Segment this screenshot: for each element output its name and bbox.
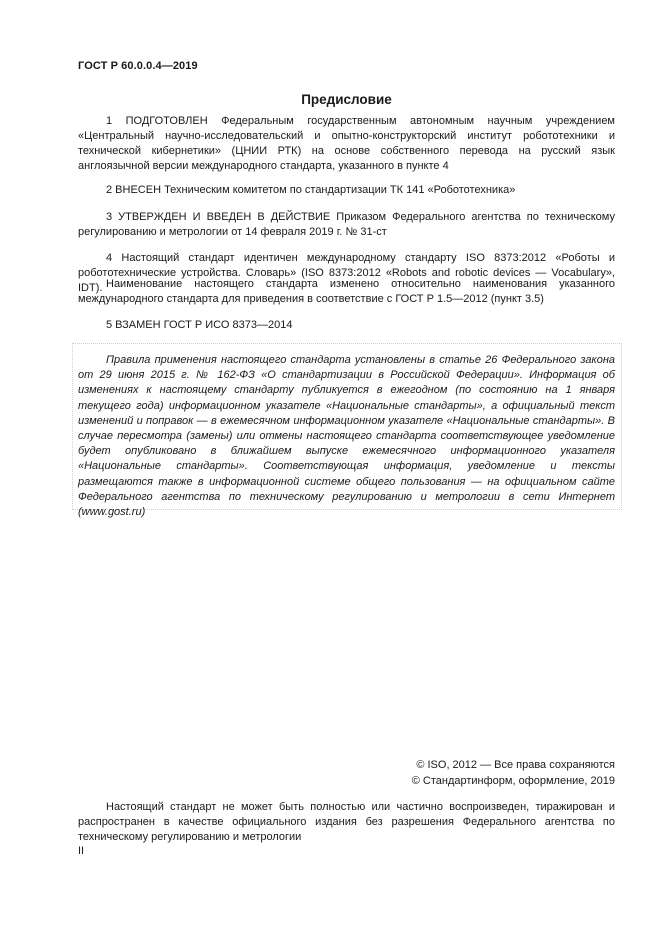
standartinform-copyright: © Стандартинформ, оформление, 2019 <box>411 775 615 787</box>
document-code-header: ГОСТ Р 60.0.0.4—2019 <box>78 60 198 72</box>
paragraph-2-submitted-by: 2 ВНЕСЕН Техническим комитетом по стандартизации ТК 141 «Робототехника» <box>106 184 516 196</box>
paragraph-5-replaces: 5 ВЗАМЕН ГОСТ Р ИСО 8373—2014 <box>106 319 293 331</box>
reproduction-notice: Настоящий стандарт не может быть полностью или частично воспроизведен, тиражирован и распространен в качестве официального издания без разрешения Федерального агентства по техническому регулированию и метрологии <box>78 801 615 843</box>
page-number: II <box>78 845 85 857</box>
page-title: Предисловие <box>301 92 392 107</box>
iso-copyright: © ISO, 2012 — Все права сохраняются <box>416 759 615 771</box>
paragraph-4-identical-standard: 4 Настоящий стандарт идентичен международному стандарту ISO 8373:2012 «Роботы и робототехнические устройства. Словарь» (ISO 8373:2012 «Robots and robotic devices — Vocabulary», IDT). <box>78 252 615 294</box>
application-rules-notice: Правила применения настоящего стандарта установлены в статье 26 Федерального закона от 29 июня 2015 г. № 162-ФЗ «О стандартизации в Российской Федерации». Информация об изменениях к настоящему стандарту публикуется в ежегодном (по состоянию на 1 января текущего года) информационном указателе «Национальные стандарты», а официальный текст изменений и поправок — в ежемесячном информационном указателе «Национальные стандарты». В случае пересмотра (замены) или отмены настоящего стандарта соответствующее уведомление будет опубликовано в ближайшем выпуске ежемесячного информационного указателя «Национальные стандарты». Соответствующая информация, уведомление и тексты размещаются также в информационной системе общего пользования — на официальном сайте Федерального агентства по техническому регулированию и метрологии в сети Интернет (www.gost.ru) <box>78 354 615 519</box>
paragraph-4-name-change: Наименование настоящего стандарта изменено относительно наименования указанного международного стандарта для приведения в соответствие с ГОСТ Р 1.5—2012 (пункт 3.5) <box>78 278 615 305</box>
paragraph-3-approved: 3 УТВЕРЖДЕН И ВВЕДЕН В ДЕЙСТВИЕ Приказом Федерального агентства по техническому регулированию и метрологии от 14 февраля 2019 г. № 31-ст <box>78 211 615 238</box>
paragraph-1-prepared-by: 1 ПОДГОТОВЛЕН Федеральным государственным автономным научным учреждением «Центральный научно-исследовательский и опытно-конструкторский институт робототехники и технической кибернетики» (ЦНИИ РТК) на основе собственного перевода на русский язык англоязычной версии международного стандарта, указанного в пункте 4 <box>78 115 615 172</box>
